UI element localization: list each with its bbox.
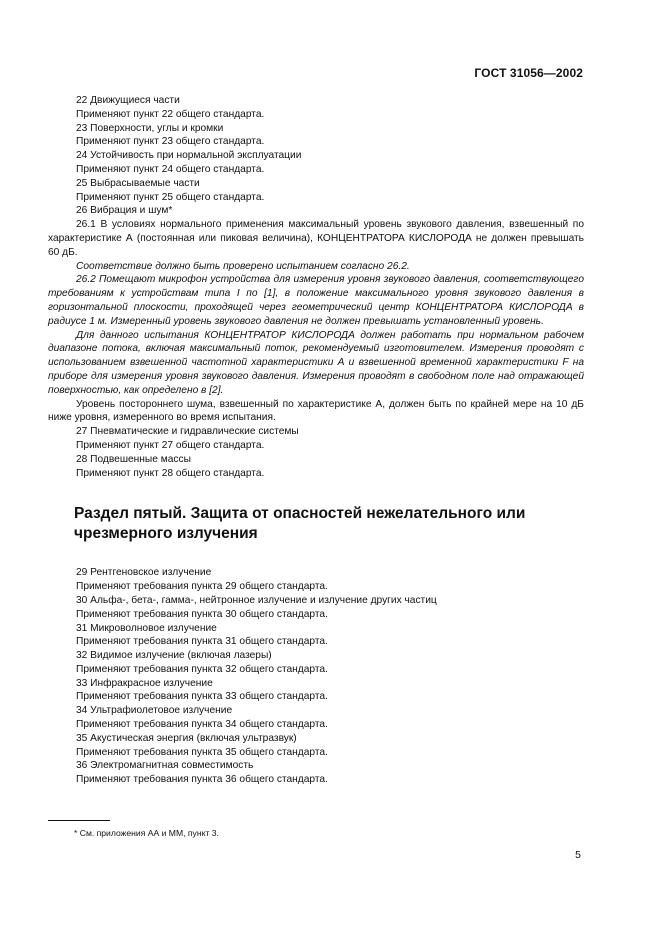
document-code: ГОСТ 31056—2002 <box>474 66 583 80</box>
clause-line: 22 Движущиеся части <box>76 95 180 106</box>
clause-line: Применяют требования пункта 34 общего стандарта. <box>76 719 328 731</box>
clause-line: Применяют требования пункта 31 общего стандарта. <box>76 636 328 648</box>
clause-line: 35 Акустическая энергия (включая ультразвук) <box>76 732 297 744</box>
clause-line: 34 Ультрафиолетовое излучение <box>76 705 233 717</box>
clause-line: Применяют пункт 23 общего стандарта. <box>76 136 265 148</box>
clause-line: 33 Инфракрасное излучение <box>76 677 213 689</box>
paragraph-background-noise: Уровень постороннего шума, взвешенный по характеристике А, должен быть по крайней мере на 10 дБ ниже уровня, измеренного во время испытания. <box>48 398 584 424</box>
section-title: Раздел пятый. Защита от опасностей нежелательного или чрезмерного излучения <box>74 505 526 543</box>
clause-line: Применяют пункт 28 общего стандарта. <box>76 467 265 479</box>
clause-line: Применяют требования пункта 30 общего стандарта. <box>76 608 328 620</box>
clause-line: Применяют пункт 25 общего стандарта. <box>76 191 265 203</box>
clauses-27-28 <box>48 425 584 480</box>
footnote: * См. приложения АА и ММ, пункт 3. <box>74 828 219 838</box>
clause-line: 23 Поверхности, углы и кромки <box>76 122 224 134</box>
clauses-22-26 <box>48 94 584 218</box>
clause-line: Применяют требования пункта 36 общего стандарта. <box>76 774 328 786</box>
paragraph-test-conditions: Для данного испытания КОНЦЕНТРАТОР КИСЛОРОДА должен работать при нормальном рабочем диапазоне потока, включая максимальный поток, рекомендуемый изготовителем. Измерения проводят с использованием взвешенной частотной характеристики А и взвешенной временной характеристики F на приборе для измерения уровня звукового давления. Измерения проводят в свободном поле над отражающей поверхностью, как определено в [2]. <box>48 329 584 396</box>
clause-line: 28 Подвешенные массы <box>76 453 191 465</box>
clause-line: 36 Электромагнитная совместимость <box>76 760 254 772</box>
clause-line: 27 Пневматические и гидравлические системы <box>76 426 299 438</box>
clause-line: Применяют пункт 24 общего стандарта. <box>76 163 265 175</box>
clause-line: 32 Видимое излучение (включая лазеры) <box>76 650 272 662</box>
clause-line: 25 Выбрасываемые части <box>76 177 200 189</box>
page-number: 5 <box>575 849 581 861</box>
document-body <box>48 94 584 787</box>
paragraph-compliance: Соответствие должно быть проверено испытанием согласно 26.2. <box>76 260 410 272</box>
paragraph-26-1: 26.1 В условиях нормального применения максимальный уровень звукового давления, взвешенный по характеристике А (постоянная или пиковая величина), КОНЦЕНТРАТОРА КИСЛОРОДА не должен превышать 60 дБ. <box>48 219 584 258</box>
clause-line: Применяют требования пункта 32 общего стандарта. <box>76 663 328 675</box>
paragraph-26-2: 26.2 Помещают микрофон устройства для измерения уровня звукового давления, соответствующего требованиям к устройствам типа I по [1], в положение максимального уровня звукового давления в горизонтальной плоскости, проходящей через геометрический центр КОНЦЕНТРАТОРА КИСЛОРОДА в радиусе 1 м. Измеренный уровень звукового давления не должен превышать установленный уровень. <box>48 274 584 327</box>
clause-line: 26 Вибрация и шум* <box>76 205 173 217</box>
footnote-divider <box>48 820 110 821</box>
clause-line: Применяют требования пункта 35 общего стандарта. <box>76 746 328 758</box>
clause-line: Применяют требования пункта 29 общего стандарта. <box>76 581 328 593</box>
clause-line: Применяют пункт 22 общего стандарта. <box>76 108 265 120</box>
clause-line: 29 Рентгеновское излучение <box>76 567 212 579</box>
clause-line: Применяют требования пункта 33 общего стандарта. <box>76 691 328 703</box>
clause-line: 31 Микроволновое излучение <box>76 622 217 634</box>
clauses-29-36 <box>48 566 584 787</box>
clause-line: 24 Устойчивость при нормальной эксплуатации <box>76 150 302 162</box>
clause-line: Применяют пункт 27 общего стандарта. <box>76 439 265 451</box>
clause-line: 30 Альфа-, бета-, гамма-, нейтронное излучение и излучение других частиц <box>76 594 437 606</box>
